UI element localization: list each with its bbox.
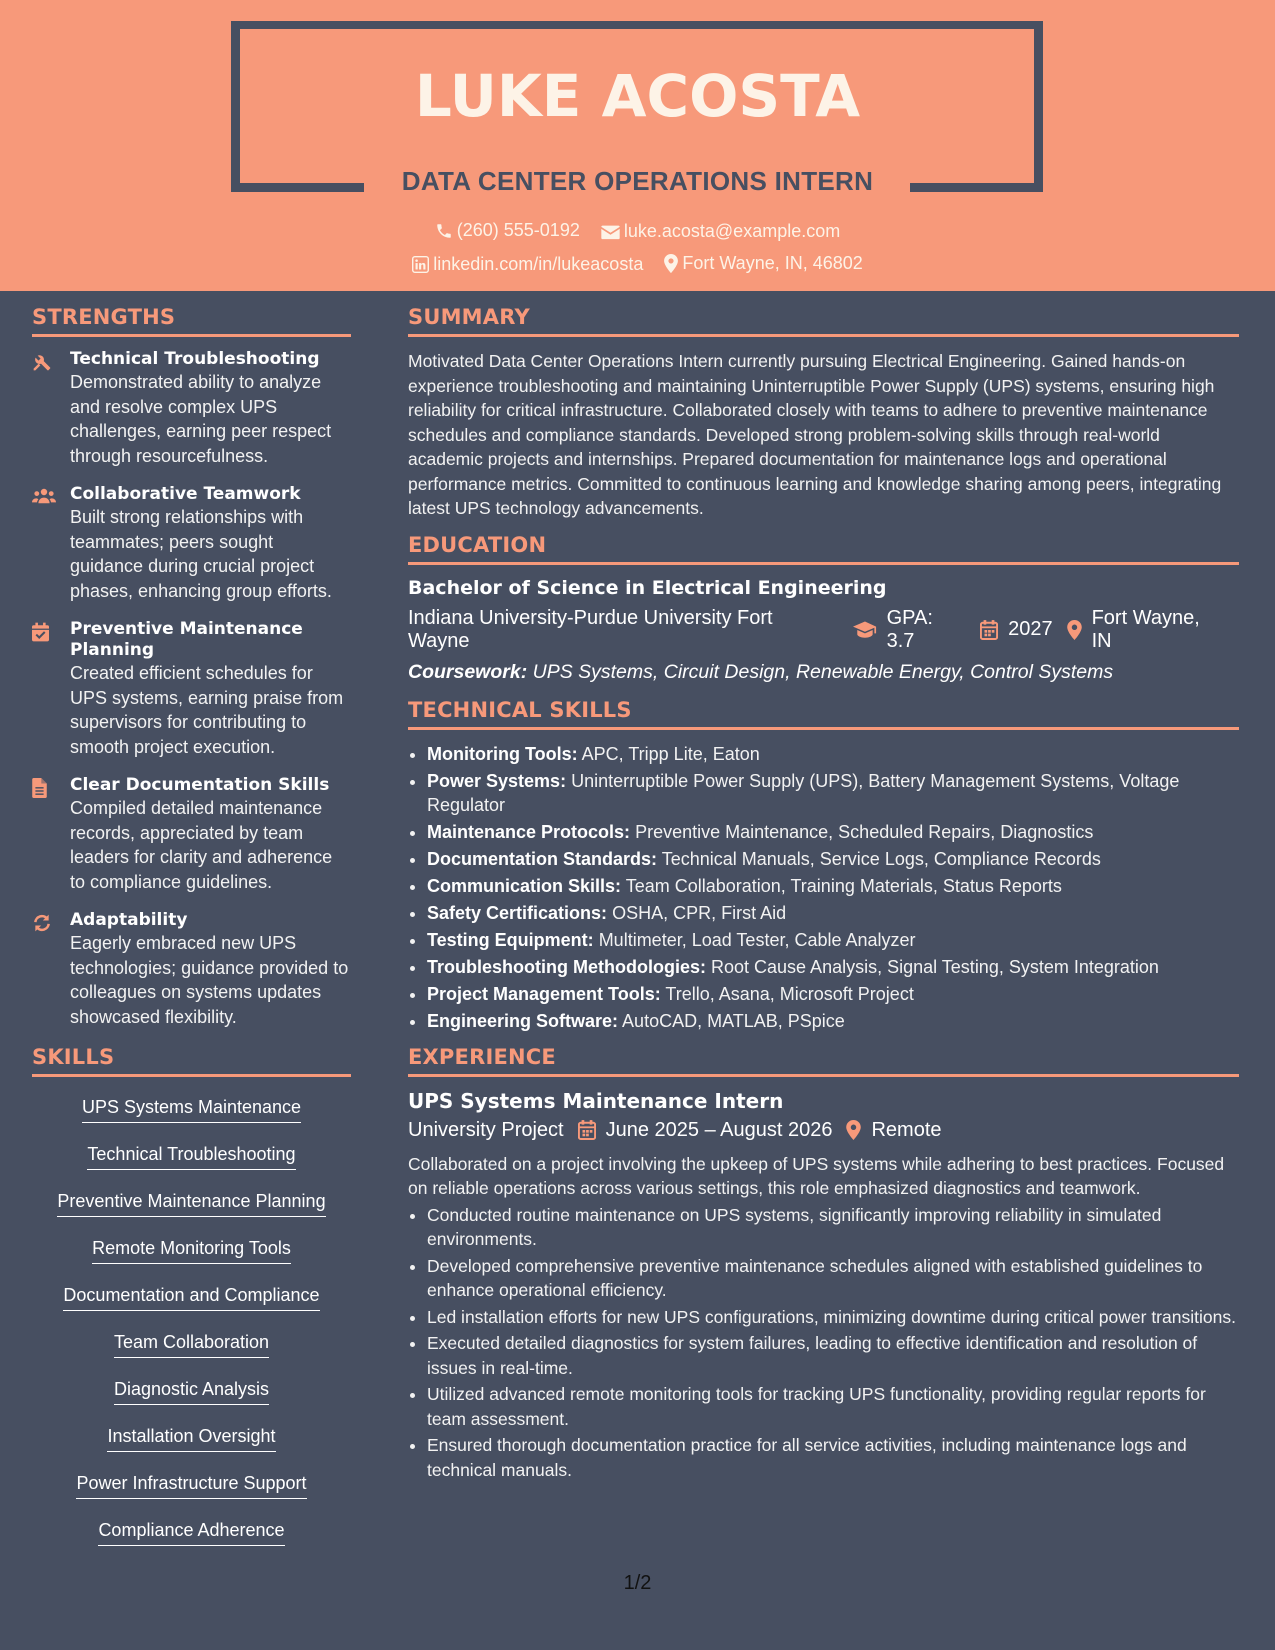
experience-bullets: [408, 1203, 1239, 1483]
skills-list: [32, 1089, 351, 1559]
technical-skills-list: [408, 742, 1239, 1033]
skills-heading: SKILLS: [32, 1045, 351, 1077]
contact-row-1: [0, 220, 1275, 245]
calendar-icon: [980, 620, 998, 640]
education-coursework: [408, 661, 1239, 684]
envelope-icon: [601, 224, 620, 240]
education-heading: EDUCATION: [408, 533, 1239, 565]
strength-title: Technical Troubleshooting: [70, 349, 320, 369]
contact-row-2: [0, 253, 1275, 278]
linkedin-text: linkedin.com/in/lukeacosta: [433, 254, 644, 274]
strength-item: [32, 775, 351, 894]
list-item: • Documentation Standards: Technical Manuals, Service Logs, Compliance Records: [427, 847, 1239, 871]
strength-item: [32, 349, 351, 468]
list-item: • Conducted routine maintenance on UPS systems, significantly improving reliability in simulated environments.: [427, 1203, 1239, 1252]
strength-title: Preventive Maintenance Planning: [70, 619, 303, 660]
experience-dates: June 2025 – August 2026: [605, 1118, 833, 1141]
coursework-list: UPS Systems, Circuit Design, Renewable Energy, Control Systems: [532, 660, 1114, 683]
strength-desc: Eagerly embraced new UPS technologies; guidance provided to colleagues on systems updates showcased flexibility.: [70, 933, 349, 1027]
list-item: • Project Management Tools: Trello, Asana, Microsoft Project: [427, 982, 1239, 1006]
phone-icon: [435, 222, 453, 240]
users-icon: [32, 487, 56, 505]
list-item: • Ensured thorough documentation practice for all service activities, including maintenance logs and technical manuals.: [427, 1433, 1239, 1482]
sync-icon: [32, 913, 52, 933]
skill-item: Compliance Adherence: [98, 1520, 284, 1546]
strength-desc: Created efficient schedules for UPS systems, earning praise from supervisors for contributing to smooth project execution.: [70, 663, 344, 757]
map-pin-icon: [846, 1120, 861, 1140]
candidate-name: LUKE ACOSTA: [414, 62, 861, 130]
strengths-heading: STRENGTHS: [32, 305, 351, 337]
list-item: • Communication Skills: Team Collaboration, Training Materials, Status Reports: [427, 874, 1239, 898]
list-item: • Safety Certifications: OSHA, CPR, First Aid: [427, 901, 1239, 925]
calendar-check-icon: [32, 622, 49, 642]
list-item: • Led installation efforts for new UPS configurations, minimizing downtime during critical power transitions.: [427, 1305, 1239, 1330]
education-gpa: GPA: 3.7: [886, 606, 933, 652]
education-location: Fort Wayne, IN: [1091, 606, 1200, 652]
list-item: • Engineering Software: AutoCAD, MATLAB, PSpice: [427, 1009, 1239, 1033]
strength-desc: Demonstrated ability to analyze and resolve complex UPS challenges, earning peer respect through resourcefulness.: [70, 372, 332, 466]
list-item: • Maintenance Protocols: Preventive Maintenance, Scheduled Repairs, Diagnostics: [427, 820, 1239, 844]
skill-item: Power Infrastructure Support: [76, 1473, 306, 1499]
email-text: luke.acosta@example.com: [623, 221, 841, 241]
skill-item: Preventive Maintenance Planning: [57, 1191, 325, 1217]
skill-item: Diagnostic Analysis: [114, 1379, 269, 1405]
map-pin-icon: [1067, 620, 1082, 640]
technical-skills-heading: TECHNICAL SKILLS: [408, 698, 1239, 730]
strength-title: Adaptability: [70, 910, 188, 930]
experience-location: Remote: [871, 1118, 942, 1141]
calendar-icon: [578, 1120, 596, 1140]
list-item: • Utilized advanced remote monitoring tools for tracking UPS functionality, providing regular reports for team assessment.: [427, 1382, 1239, 1431]
skill-item: Remote Monitoring Tools: [92, 1238, 291, 1264]
page-indicator: 1/2: [623, 1572, 652, 1594]
list-item: • Power Systems: Uninterruptible Power Supply (UPS), Battery Management Systems, Voltage Regulator: [427, 769, 1239, 817]
map-pin-icon: [664, 254, 678, 273]
strength-title: Clear Documentation Skills: [70, 775, 330, 795]
skill-item: Installation Oversight: [107, 1426, 275, 1452]
summary-heading: SUMMARY: [408, 305, 1239, 337]
skill-item: Team Collaboration: [114, 1332, 269, 1358]
resume-header: [0, 0, 1275, 291]
experience-meta: [408, 1119, 1239, 1142]
contact-linkedin[interactable]: [412, 254, 643, 275]
education-details: [408, 607, 1239, 653]
job-title: DATA CENTER OPERATIONS INTERN: [401, 166, 874, 196]
coursework-label: Coursework:: [408, 660, 528, 683]
strength-item: [32, 910, 351, 1029]
experience-org: University Project: [408, 1118, 564, 1141]
strength-item: [32, 484, 351, 603]
strength-title: Collaborative Teamwork: [70, 484, 301, 504]
strength-desc: Compiled detailed maintenance records, appreciated by team leaders for clarity and adherence to compliance guidelines.: [70, 798, 333, 892]
skill-item: UPS Systems Maintenance: [82, 1097, 301, 1123]
graduation-cap-icon: [853, 621, 877, 639]
experience-heading: EXPERIENCE: [408, 1045, 1239, 1077]
skill-item: Documentation and Compliance: [63, 1285, 319, 1311]
experience-role: UPS Systems Maintenance Intern: [408, 1088, 784, 1113]
contact-phone[interactable]: [435, 220, 580, 241]
contact-location: [664, 253, 862, 274]
list-item: • Developed comprehensive preventive maintenance schedules aligned with established guidelines to enhance operational efficiency.: [427, 1254, 1239, 1303]
list-item: • Executed detailed diagnostics for system failures, leading to effective identification and resolution of issues in real-time.: [427, 1331, 1239, 1380]
phone-text: (260) 555-0192: [456, 220, 580, 240]
location-text: Fort Wayne, IN, 46802: [682, 253, 863, 273]
education-year: 2027: [1008, 618, 1053, 640]
experience-description: Collaborated on a project involving the upkeep of UPS systems while adhering to best practices. Focused on reliable operations across various settings, this role emphasized diagnostics and teamwork.: [408, 1153, 1225, 1198]
tools-icon: [32, 352, 52, 372]
education-school: Indiana University-Purdue University Fort Wayne: [408, 606, 773, 652]
list-item: • Monitoring Tools: APC, Tripp Lite, Eaton: [427, 742, 1239, 766]
contact-email[interactable]: [601, 221, 840, 242]
skill-item: Technical Troubleshooting: [87, 1144, 295, 1170]
education-degree: Bachelor of Science in Electrical Engineering: [408, 576, 887, 599]
strength-desc: Built strong relationships with teammates; peers sought guidance during crucial project phases, enhancing group efforts.: [70, 507, 332, 601]
list-item: • Troubleshooting Methodologies: Root Cause Analysis, Signal Testing, System Integration: [427, 955, 1239, 979]
summary-text: Motivated Data Center Operations Intern currently pursuing Electrical Engineering. Gained hands-on experience troubleshooting and maintaining Uninterruptible Power Supply (UPS) systems, ensuring high reliability for critical infrastructure. Collaborated closely with teams to adhere to preventive maintenance schedules and compliance standards. Developed strong problem-solving skills through real-world academic projects and internships. Prepared documentation for maintenance logs and operational performance metrics. Committed to continuous learning and knowledge sharing among peers, integrating latest UPS technology advancements.: [408, 351, 1222, 518]
right-column: [408, 305, 1239, 1484]
strength-item: [32, 619, 351, 759]
linkedin-icon: [412, 256, 429, 273]
left-column: [32, 305, 351, 1559]
list-item: • Testing Equipment: Multimeter, Load Tester, Cable Analyzer: [427, 928, 1239, 952]
document-icon: [32, 778, 47, 798]
